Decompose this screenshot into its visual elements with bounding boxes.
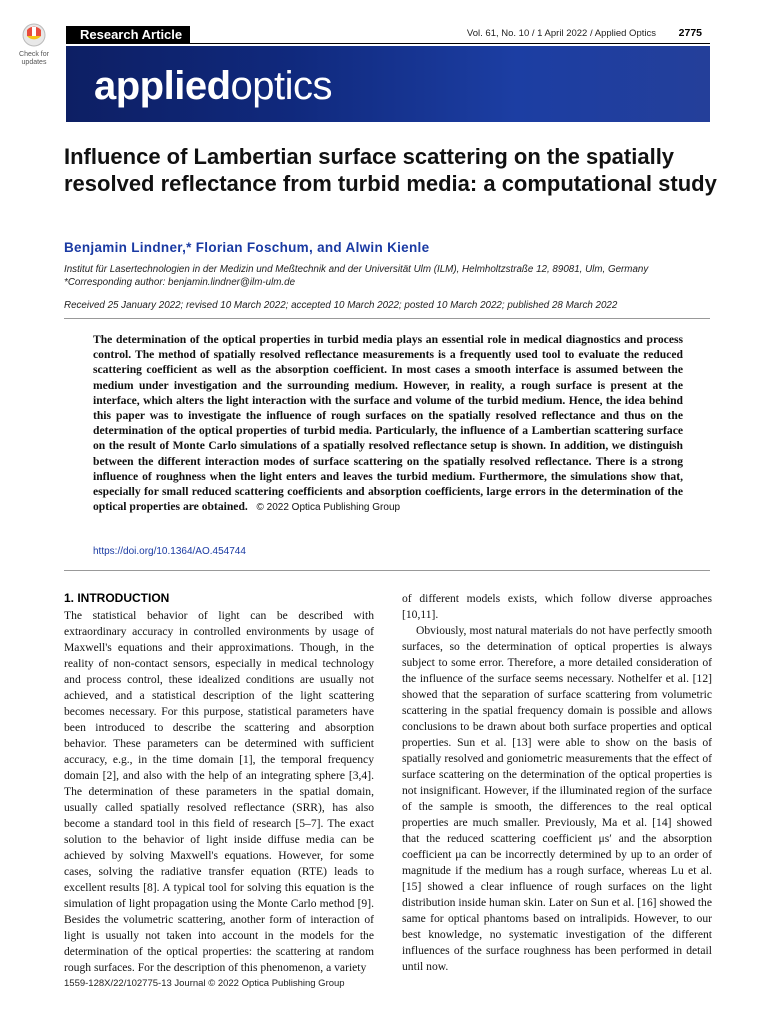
page-footer: 1559-128X/22/102775-13 Journal © 2022 Optica Publishing Group (64, 978, 345, 989)
volume-info: Vol. 61, No. 10 / 1 April 2022 / Applied Optics (466, 28, 656, 39)
left-column (64, 608, 374, 976)
article-title: Influence of Lambertian surface scattering on the spatially resolved reflectance from turbid media: a computational study (64, 144, 717, 196)
badge-line1: Check for (19, 51, 49, 58)
divider (64, 318, 710, 319)
article-type-tag: Research Article (66, 26, 190, 44)
section-heading: 1. INTRODUCTION (64, 591, 170, 605)
journal-name-thin: optics (230, 64, 333, 108)
intro-paragraph-continued: of different models exists, which follow diverse approaches [10,11]. (402, 592, 712, 621)
check-updates-icon (21, 22, 47, 50)
journal-banner (66, 46, 710, 122)
abstract-text: The determination of the optical properties in turbid media plays an essential role in medical diagnostics and process control. The method of spatially resolved reflectance measurements is a frequently used tool to evaluate the reduced scattering coefficient as well as the absorption coefficient. In most cases a smooth interface is assumed between the medium under investigation and the surrounding medium. However, in reality, a rough surface is present at the interface, which alters the light interaction with the surface and volume of the turbid medium. Hence, the idea behind this paper was to investigate the influence of rough surfaces on the spatially resolved reflectance and thus on the determination of the optical properties of turbid media. Particularly, the influence of a Lambertian scattering surface on the result of Monte Carlo simulations of a spatially resolved reflectance setup is shown. In addition, we distinguish between the different interaction modes of surface scattering on the spatially resolved reflectance. There is a strong influence of roughness when the light enters and leaves the turbid medium. Furthermore, the simulations show that, especially for small reduced scattering coefficients and absorption coefficients, large errors in the determination of the optical properties are obtained. (93, 333, 683, 514)
abstract-copyright: © 2022 Optica Publishing Group (256, 502, 401, 514)
corresponding-author: *Corresponding author: benjamin.lindner@ilm-ulm.de (64, 276, 296, 288)
received-dates: Received 25 January 2022; revised 10 March 2022; accepted 10 March 2022; posted 10 March 2022; published 28 March 2022 (64, 300, 618, 311)
badge-line2: updates (21, 59, 47, 66)
divider (64, 570, 710, 571)
abstract (93, 332, 683, 515)
journal-logo (94, 64, 332, 108)
page-number: 2775 (678, 27, 702, 39)
check-for-updates-badge[interactable] (13, 22, 55, 72)
doi-link[interactable]: https://doi.org/10.1364/AO.454744 (93, 546, 246, 557)
affiliation: Institut für Lasertechnologien in der Medizin und Meßtechnik and der Universität Ulm (ILM), Helmholtzstraße 12, 89081, Ulm, Germany (64, 264, 649, 275)
author-list: Benjamin Lindner,* Florian Foschum, and Alwin Kienle (64, 240, 430, 255)
intro-paragraph: Obviously, most natural materials do not have perfectly smooth surfaces, so the determination of optical properties is always subject to some error. Therefore, a more detailed consideration of the influence of the surface seems necessary. Nothelfer et al. [12] showed that the separation of surface scattering from volumetric scattering in the spatial frequency domain is possible and allows conclusions to be drawn about both surface properties and optical properties. Sun et al. [13] were able to show on the basis of spatially resolved and goniometric measurements that the effect of surface scattering on the determination of the optical properties is not insignificant. However, if the illuminated region of the surface of the sample is smooth, the differences to the real optical properties are much smaller. Previously, Ma et al. [14] showed that the reduced scattering coefficient μs′ and the absorption coefficient μa can be incorrectly determined by up to an order of magnitude if the medium has a rough surface, whereas Lu et al. [15] showed a clear influence of rough surfaces on the light distribution inside human skin. Later on Sun et al. [16] showed the same for optical phantoms based on intralipids. However, to our best knowledge, no systematic investigation of the different influences of the surface roughness has been performed in detail until now. (402, 624, 712, 973)
header-rule (190, 43, 710, 44)
journal-name-bold: applied (94, 64, 231, 108)
right-column (402, 591, 712, 975)
affiliation-block (64, 264, 724, 289)
intro-paragraph: The statistical behavior of light can be described with extraordinary accuracy in controlled environments by usage of Maxwell's equations and their approximations. Though, in the reality of non-contact sensors, especially in medical technology and process control, these idealized conditions are usually not achieved, and a statistical description of the light scattering becomes necessary. For this purpose, statistical parameters have been introduced to describe the scattering and absorption behavior. These parameters can be determined with sufficient accuracy, e.g., in the time domain [1], the temporal frequency domain [2], and also with the help of an integrating sphere [3,4]. The determination of these parameters in the spatial domain, usually called spatially resolved reflectance (SRR), has also become a standard tool in this field of research [5–7]. The exact solution to the behavior of light inside diffuse media can be achieved by solving Maxwell's equations. However, for some cases, solving the radiative transfer equation (RTE) leads to excellent results [8]. A typical tool for solving this equation is the simulation of light propagation using the Monte Carlo method [9]. Besides the volumetric scattering, another form of interaction of light is usually not taken into account in the models for the determination of the optical properties: the scattering at random rough surfaces. For the description of this phenomenon, a variety (64, 609, 374, 974)
header-bar (66, 26, 710, 44)
